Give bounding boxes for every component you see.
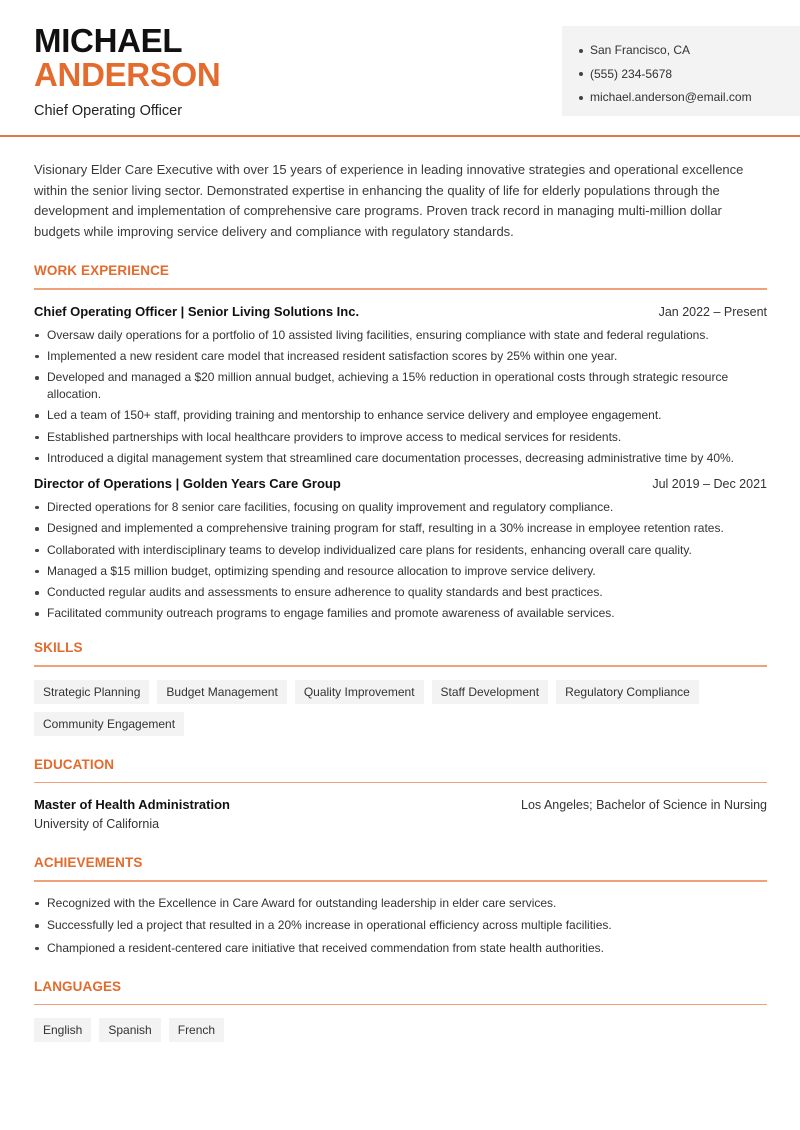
language-tag: English [34, 1018, 91, 1042]
last-name: ANDERSON [34, 56, 221, 93]
contact-location [579, 39, 800, 63]
section-divider [34, 288, 767, 290]
section-divider [34, 880, 767, 882]
job-title: Chief Operating Officer [34, 103, 183, 119]
education-header [34, 797, 767, 812]
job-header [34, 304, 767, 319]
job-bullets [34, 499, 767, 622]
list-item: Oversaw daily operations for a portfolio of 10 assisted living facilities, ensuring compliance with state and federal regulations. [34, 327, 767, 344]
email-text: michael.anderson@email.com [590, 90, 752, 104]
job-entry [34, 304, 767, 467]
contact-email [579, 86, 800, 110]
section-divider [34, 1004, 767, 1006]
contact-phone [579, 63, 800, 87]
section-title: EDUCATION [34, 756, 115, 772]
skill-tag: Budget Management [157, 680, 286, 704]
job-header [34, 476, 767, 491]
degree: Master of Health Administration [34, 797, 230, 813]
language-tag: Spanish [99, 1018, 160, 1042]
bullet-icon [579, 96, 583, 100]
resume-header [0, 0, 800, 137]
job-bullets [34, 327, 767, 467]
phone-text: (555) 234-5678 [590, 66, 673, 81]
section-title: WORK EXPERIENCE [34, 263, 170, 278]
skills-section [34, 640, 767, 736]
list-item: Facilitated community outreach programs to engage families and promote awareness of available services. [34, 605, 767, 622]
contact-box [562, 26, 800, 116]
bullet-icon [579, 49, 583, 53]
section-divider [34, 665, 767, 667]
name-block [34, 24, 220, 119]
education-section [34, 757, 767, 832]
list-item: Implemented a new resident care model that increased resident satisfaction scores by 25% within one year. [34, 348, 767, 365]
list-item: Managed a $15 million budget, optimizing spending and resource allocation to improve service delivery. [34, 563, 767, 580]
list-item: Designed and implemented a comprehensive training program for staff, resulting in a 30% increase in employee retention rates. [34, 520, 767, 537]
section-title: SKILLS [34, 640, 83, 656]
list-item: Championed a resident-centered care initiative that received commendation from state health authorities. [34, 940, 767, 957]
skill-tag: Staff Development [432, 680, 549, 704]
achievements-list [34, 895, 767, 957]
language-tags [34, 1018, 767, 1042]
skill-tag: Quality Improvement [295, 680, 424, 704]
list-item: Developed and managed a $20 million annual budget, achieving a 15% reduction in operational costs through strategic resource allocation. [34, 369, 767, 403]
achievements-section [34, 855, 767, 957]
list-item: Introduced a digital management system that streamlined care documentation processes, decreasing administrative time by 40%. [34, 450, 767, 467]
bullet-icon [579, 72, 583, 76]
list-item: Recognized with the Excellence in Care Award for outstanding leadership in elder care services. [34, 895, 767, 912]
skill-tag: Community Engagement [34, 712, 184, 736]
education-entry [34, 797, 767, 831]
list-item: Established partnerships with local healthcare providers to improve access to medical services for residents. [34, 429, 767, 446]
list-item: Directed operations for 8 senior care facilities, focusing on quality improvement and regulatory compliance. [34, 499, 767, 516]
list-item: Led a team of 150+ staff, providing training and mentorship to enhance service delivery and employee engagement. [34, 407, 767, 424]
section-divider [34, 782, 767, 784]
language-tag: French [169, 1018, 224, 1042]
job-entry [34, 476, 767, 622]
work-experience-section [34, 263, 767, 622]
section-title: LANGUAGES [34, 978, 122, 994]
job-role: Director of Operations | Golden Years Care Group [34, 475, 341, 491]
job-dates: Jan 2022 – Present [658, 304, 767, 319]
list-item: Successfully led a project that resulted in a 20% increase in operational efficiency across multiple facilities. [34, 917, 767, 934]
first-name: MICHAEL [34, 22, 183, 59]
languages-section [34, 979, 767, 1043]
education-location: Los Angeles; Bachelor of Science in Nursing [521, 798, 767, 813]
summary: Visionary Elder Care Executive with over 15 years of experience in leading innovative strategies and operational excellence within the senior living sector. Demonstrated expertise in enhancing the quality of life for elderly populations through the development and implementation of comprehensive care programs. Proven track record in managing multi-million dollar budgets while improving service delivery and compliance with regulatory standards. [34, 162, 744, 239]
section-title: ACHIEVEMENTS [34, 855, 143, 871]
skill-tag: Strategic Planning [34, 680, 149, 704]
list-item: Conducted regular audits and assessments to ensure adherence to quality standards and best practices. [34, 584, 767, 601]
school: University of California [34, 817, 160, 832]
job-role: Chief Operating Officer | Senior Living Solutions Inc. [34, 303, 360, 319]
job-dates: Jul 2019 – Dec 2021 [652, 476, 767, 491]
location-text: San Francisco, CA [590, 43, 691, 57]
skill-tag: Regulatory Compliance [556, 680, 699, 704]
resume-body [34, 160, 767, 1042]
skills-tags [34, 680, 767, 736]
list-item: Collaborated with interdisciplinary teams to develop individualized care plans for residents, enhancing overall care quality. [34, 542, 767, 559]
